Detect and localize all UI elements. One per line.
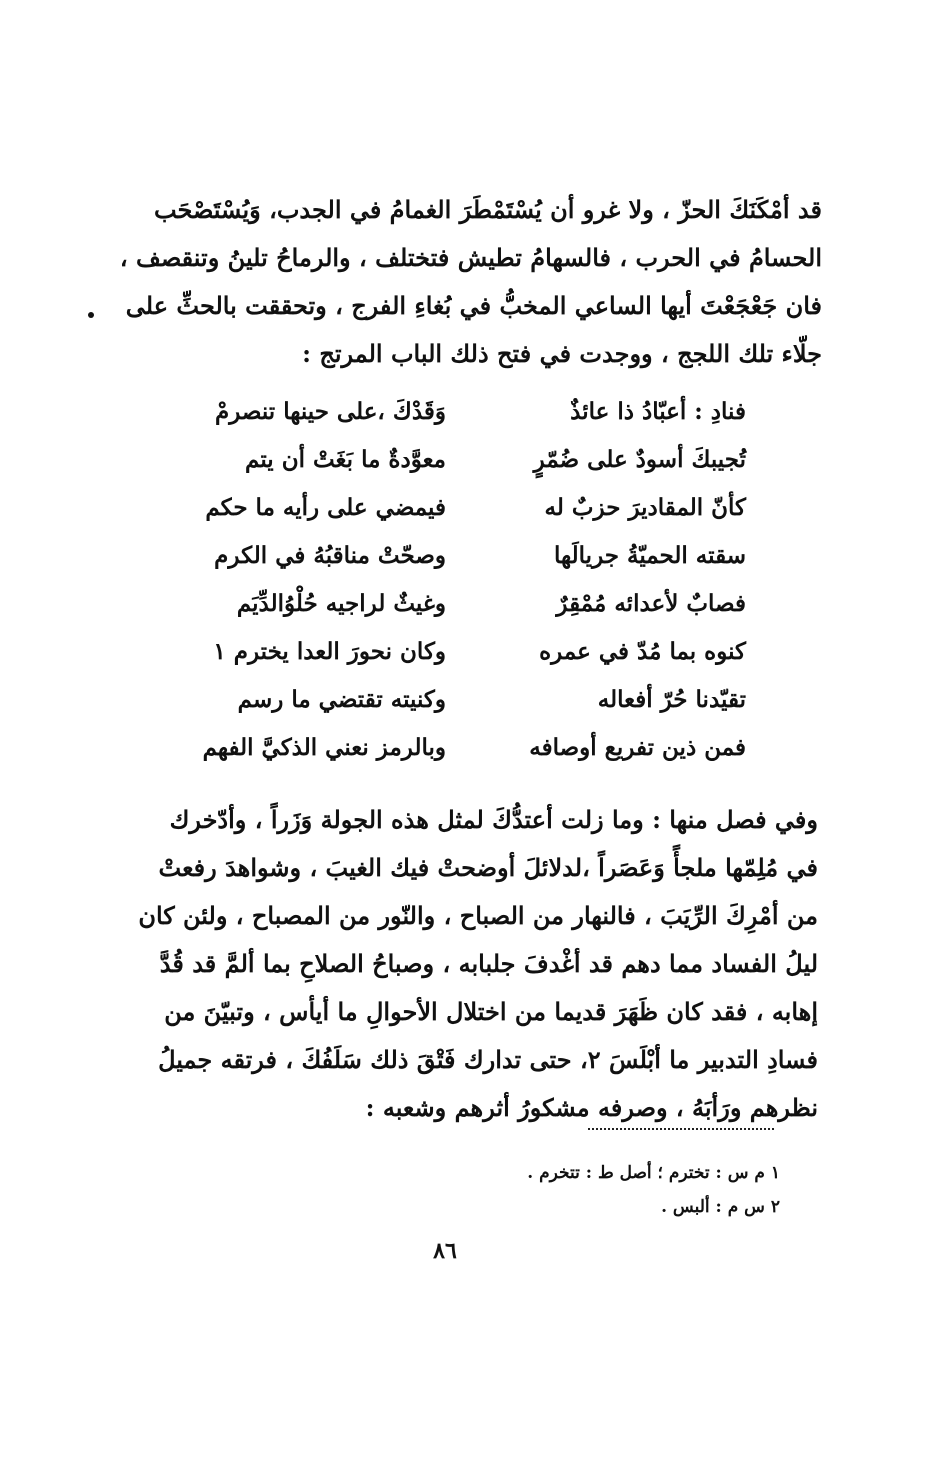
prose-line: في مُلِمّها ملجأً وَعَصَراً ،لدلائلَ أوضحتْ فيك الغيبَ ، وشواهدَ رفعتْ (158, 853, 818, 882)
verse-first-hemistich: فصابٌ لأعدائه مُمْقِرٌ (556, 590, 746, 617)
verse-first-hemistich: فمن ذين تفريع أوصافه (529, 734, 746, 761)
poem-verse (186, 580, 746, 628)
verse-second-hemistich: وصحّتْ مناقبُهُ في الكرم (214, 542, 446, 569)
poem-verse (186, 388, 746, 436)
verse-first-hemistich: كنوه بما مُدّ في عمره (539, 638, 746, 665)
poem-verse (186, 484, 746, 532)
prose-line: قد أمْكَنَكَ الحزّ ، ولا غرو أن يُسْتَمْطَرَ الغمامُ في الجدب، وَيُسْتَصْحَب (153, 195, 822, 224)
prose-line: فسادِ التدبير ما أبْلَسَ ٢، حتى تدارك فَتْقَ ذلك سَلَفُكَ ، فرتقه جميلُ (158, 1045, 818, 1074)
verse-second-hemistich: وَقَدْكَ ،على حينها تنصرمْ (214, 398, 446, 425)
prose-paragraph-top (112, 186, 822, 378)
verse-second-hemistich: فيمضي على رأيه ما حكم (205, 494, 446, 521)
footnote: ١ م س : تخترم ؛ أصل ط : تتخرم . (527, 1163, 780, 1183)
verse-second-hemistich: وكنيته تقتضي ما رسم (237, 686, 446, 713)
verse-second-hemistich: وغيثٌ لراجيه حُلْوُالدِّيَم (236, 590, 446, 617)
verse-first-hemistich: فنادِ : أعبّادُ ذا عائذٌ (570, 398, 746, 425)
prose-line: من أمْرِكَ الرِّيَبَ ، فالنهار من الصباح ، والنّور من المصباح ، ولئن كان (138, 901, 818, 930)
prose-line: ليلُ الفساد مما دهم قد أغْدفَ جلبابه ، وصباحُ الصلاحِ بما ألمَّ قد قُدَّ (159, 949, 818, 978)
prose-line: الحسامُ في الحرب ، فالسهامُ تطيش فتختلف ، والرماحُ تلينُ وتنقصف ، (119, 243, 822, 272)
prose-line: وفي فصل منها : وما زلت أعتدُّكَ لمثل هذه الجولة وَزَراً ، وأدّخرك (169, 805, 818, 834)
verse-second-hemistich: وبالرمز نعني الذكيَّ الفهم (202, 734, 446, 761)
footnote-separator (588, 1128, 774, 1130)
page-number: ٨٦ (433, 1238, 457, 1264)
verse-second-hemistich: معوَّدةٌ ما بَغَتْ أن يتم (245, 446, 446, 473)
footnotes (280, 1156, 780, 1224)
poem-verse (186, 628, 746, 676)
margin-mark (88, 312, 94, 318)
poem-verse (186, 532, 746, 580)
prose-line: إهابه ، فقد كان ظَهَرَ قديما من اختلال الأحوالِ ما أيأس ، وتبيّنَ من (164, 997, 818, 1026)
footnote: ٢ س م : ألبس . (661, 1197, 780, 1217)
poem (186, 388, 746, 772)
prose-paragraph-bottom (112, 796, 818, 1132)
prose-line: نظرهم ورَأبَهُ ، وصرفه مشكورُ أثرهم وشعبه : (365, 1093, 818, 1122)
poem-verse (186, 676, 746, 724)
poem-verse (186, 436, 746, 484)
verse-first-hemistich: تُجيبكَ أسودٌ على ضُمّرٍ (533, 446, 746, 473)
verse-first-hemistich: سقته الحميّةُ جريالَها (554, 542, 746, 569)
poem-verse (186, 724, 746, 772)
prose-line: جلّاء تلك اللجج ، ووجدت في فتح ذلك الباب المرتج : (302, 339, 822, 368)
prose-line: فان جَعْجَعْتَ أيها الساعي المخبُّ في بُغاءِ الفرج ، وتحققت بالحثِّ على (125, 291, 822, 320)
verse-first-hemistich: تقيّدنا حُرّ أفعاله (597, 686, 746, 713)
verse-second-hemistich: وكان نحورَ العدا يخترم ١ (213, 638, 446, 665)
verse-first-hemistich: كأنّ المقاديرَ حزبٌ له (544, 494, 746, 521)
